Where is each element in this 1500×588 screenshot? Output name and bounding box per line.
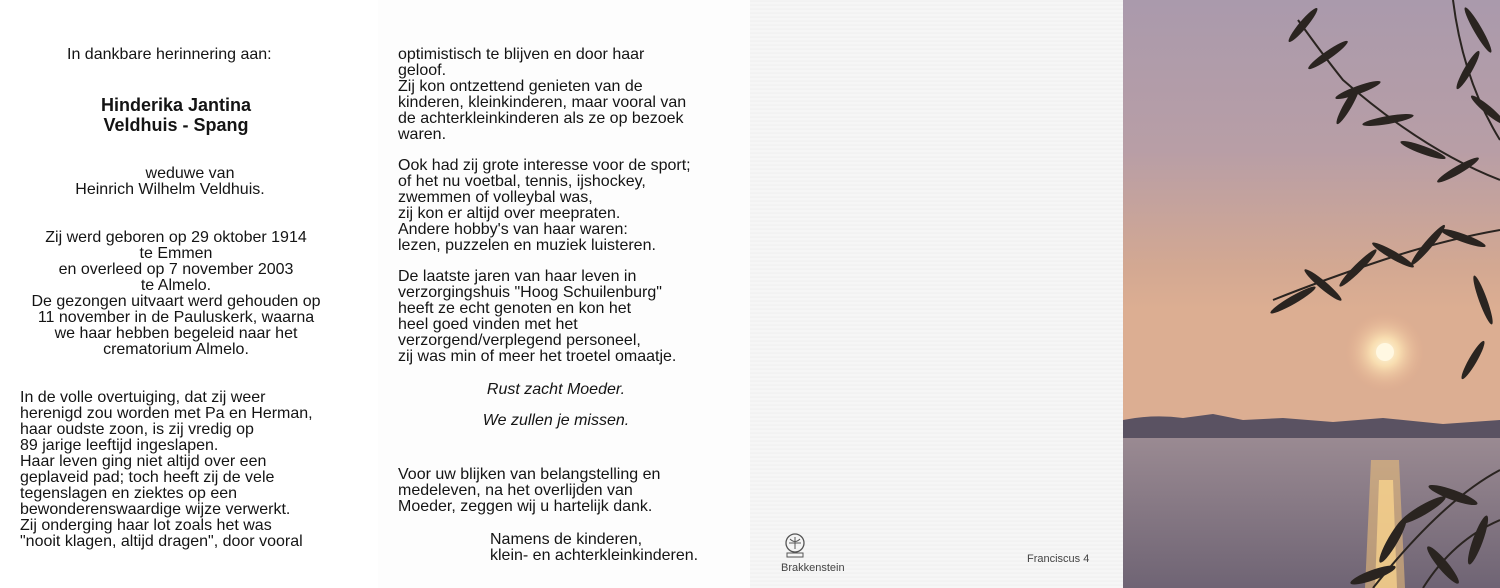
story-line: Haar leven ging niet altijd over een — [20, 453, 267, 470]
para1-line: de achterkleinkinderen als ze op bezoek — [398, 110, 684, 127]
brand-name: Brakkenstein — [781, 562, 845, 574]
para3-line: verzorgend/verplegend personeel, — [398, 332, 641, 349]
bio-line: en overleed op 7 november 2003 — [58, 261, 294, 278]
widow-of-text: weduwe van — [145, 165, 235, 182]
para3-line: zij was min of meer het troetel omaatje. — [398, 348, 677, 365]
thanks-line: medeleven, na het overlijden van — [398, 482, 633, 499]
story-line: Zij onderging haar lot zoals het was — [20, 517, 272, 534]
para2-line: lezen, puzzelen en muziek luisteren. — [398, 237, 656, 254]
para3-line: De laatste jaren van haar leven in — [398, 268, 637, 285]
story-line: 89 jarige leeftijd ingeslapen. — [20, 437, 219, 454]
story-line: geplaveid pad; toch heeft zij de vele — [20, 469, 275, 486]
bio-line: te Almelo. — [140, 277, 212, 294]
bio-line: we haar hebben begeleid naar het — [54, 325, 298, 342]
para3-line: heel goed vinden met het — [398, 316, 578, 333]
bio-line: Zij werd geboren op 29 oktober 1914 — [45, 229, 307, 246]
we-will-miss-you-text: We zullen je missen. — [482, 412, 630, 429]
para2-line: zwemmen of volleybal was, — [398, 189, 593, 206]
middle-text-panel — [378, 0, 750, 588]
bio-line: crematorium Almelo. — [103, 341, 249, 358]
deceased-name-line1: Hinderika Jantina — [100, 95, 252, 115]
para1-line: waren. — [398, 126, 447, 143]
para2-line: of het nu voetbal, tennis, ijshockey, — [398, 173, 646, 190]
story-line: "nooit klagen, altijd dragen", door vooral — [20, 533, 303, 550]
deceased-name-line2: Veldhuis - Spang — [103, 115, 249, 135]
signature-line: Namens de kinderen, — [490, 531, 643, 548]
intro-text: In dankbare herinnering aan: — [67, 46, 272, 63]
thanks-line: Voor uw blijken van belangstelling en — [398, 466, 661, 483]
para1-line: geloof. — [398, 62, 447, 79]
signature-line: klein- en achterkleinkinderen. — [490, 547, 699, 564]
story-line: tegenslagen en ziektes op een — [20, 485, 238, 502]
story-line: bewonderenswaardige wijze verwerkt. — [20, 501, 291, 518]
para1-line: optimistisch te blijven en door haar — [398, 46, 645, 63]
left-text-panel — [0, 0, 378, 588]
para3-line: heeft ze echt genoten en kon het — [398, 300, 632, 317]
para2-line: Andere hobby's van haar waren: — [398, 221, 628, 238]
blank-card-panel — [750, 0, 1123, 588]
story-line: herenigd zou worden met Pa en Herman, — [20, 405, 313, 422]
para3-line: verzorgingshuis "Hoog Schuilenburg" — [398, 284, 662, 301]
para1-line: kinderen, kleinkinderen, maar vooral van — [398, 94, 687, 111]
bio-line: De gezongen uitvaart werd gehouden op — [31, 293, 321, 310]
rest-in-peace-text: Rust zacht Moeder. — [486, 381, 626, 398]
para1-line: Zij kon ontzettend genieten van de — [398, 78, 643, 95]
para2-line: Ook had zij grote interesse voor de sport; — [398, 157, 691, 174]
bio-line: te Emmen — [139, 245, 213, 262]
story-line: haar oudste zoon, is zij vredig op — [20, 421, 254, 438]
spouse-name: Heinrich Wilhelm Veldhuis. — [75, 181, 265, 198]
para2-line: zij kon er altijd over meepraten. — [398, 205, 621, 222]
bio-line: 11 november in de Pauluskerk, waarna — [37, 309, 315, 326]
story-line: In de volle overtuiging, dat zij weer — [20, 389, 266, 406]
thanks-line: Moeder, zeggen wij u hartelijk dank. — [398, 498, 653, 515]
brakkenstein-logo-icon — [783, 533, 807, 559]
sunset-photo — [1123, 0, 1500, 588]
card-code: Franciscus 4 — [1027, 553, 1090, 565]
sunset-photo-panel — [1123, 0, 1500, 588]
